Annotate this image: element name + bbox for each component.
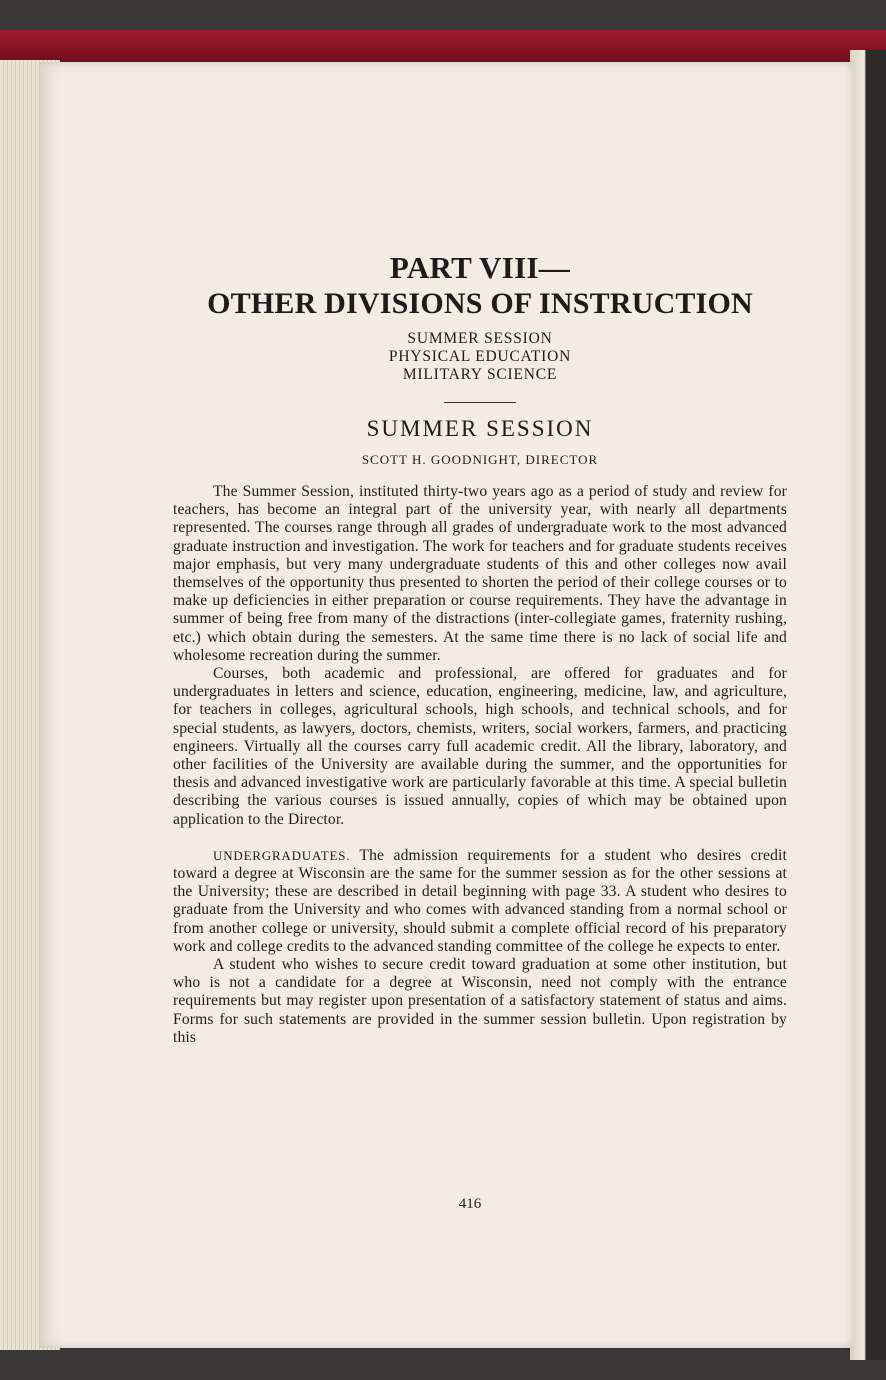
section-title: SUMMER SESSION <box>366 416 594 441</box>
paragraph-credit-elsewhere: A student who wishes to secure credit toward graduation at some other institution, but who is not a candidate for a degree at Wisconsin, need not comply with the entrance requirements but may register upon presentation of a satisfactory statement of status and aims. Forms for such statements are provided in the summer session bulletin. Upon registration by this <box>173 956 787 1046</box>
undergraduates-text: The admission requirements for a student who desires credit toward a degree at Wisconsin are the same for the summer session as for the other sessions at the University; these are described in detail beginning with page 33. A student who desires to graduate from the University and who comes with advanced standing from a normal school or from another college or university, should submit a complete official record of his preparatory work and college credits to the advanced standing committee of the college he expects to enter. <box>173 846 787 955</box>
book-right-edge <box>850 50 886 1360</box>
body-text <box>173 483 787 1047</box>
page-number: 416 <box>458 1196 482 1212</box>
part-title: PART VIII— <box>389 250 571 285</box>
topic-physical-education: PHYSICAL EDUCATION <box>388 348 572 365</box>
topic-military-science: MILITARY SCIENCE <box>402 366 558 383</box>
section-byline: SCOTT H. GOODNIGHT, DIRECTOR <box>361 452 599 467</box>
paragraph-intro: The Summer Session, instituted thirty-two years ago as a period of study and review for teachers, has become an integral part of the university year, with nearly all departments represented. The courses range through all grades of undergraduate work to the most advanced graduate instruction and investigation. The work for teachers and for graduate students receives major emphasis, but very many undergraduate students of this and other colleges now avail themselves of the opportunity thus presented to shorten the period of their college courses or to make up deficiencies in either preparation or course requirements. They have the advantage in summer of being free from many of the distractions (inter-collegiate games, fraternity rushing, etc.) which obtain during the semesters. At the same time there is no lack of social life and wholesome recreation during the summer. <box>173 483 787 664</box>
page-content <box>173 250 787 1047</box>
topic-summer-session: SUMMER SESSION <box>407 330 553 347</box>
paragraph-courses: Courses, both academic and professional, are offered for graduates and for undergraduates in letters and science, education, engineering, medicine, law, and agriculture, for teachers in colleges, agricultural schools, high schools, and technical schools, and for special students, as lawyers, doctors, chemists, writers, social workers, farmers, and practicing engineers. Virtually all the courses carry full academic credit. All the library, laboratory, and other facilities of the University are available during the summer, and the opportunities for thesis and advanced investigative work are particularly favorable at this time. A special bulletin describing the various courses is issued annually, copies of which may be obtained upon application to the Director. <box>173 665 787 828</box>
paragraph-undergraduates <box>173 847 787 956</box>
undergraduates-heading: UNDERGRADUATES. <box>213 847 351 863</box>
divider-rule <box>444 402 516 403</box>
part-subtitle: OTHER DIVISIONS OF INSTRUCTION <box>207 287 753 320</box>
topics-list <box>173 330 787 384</box>
